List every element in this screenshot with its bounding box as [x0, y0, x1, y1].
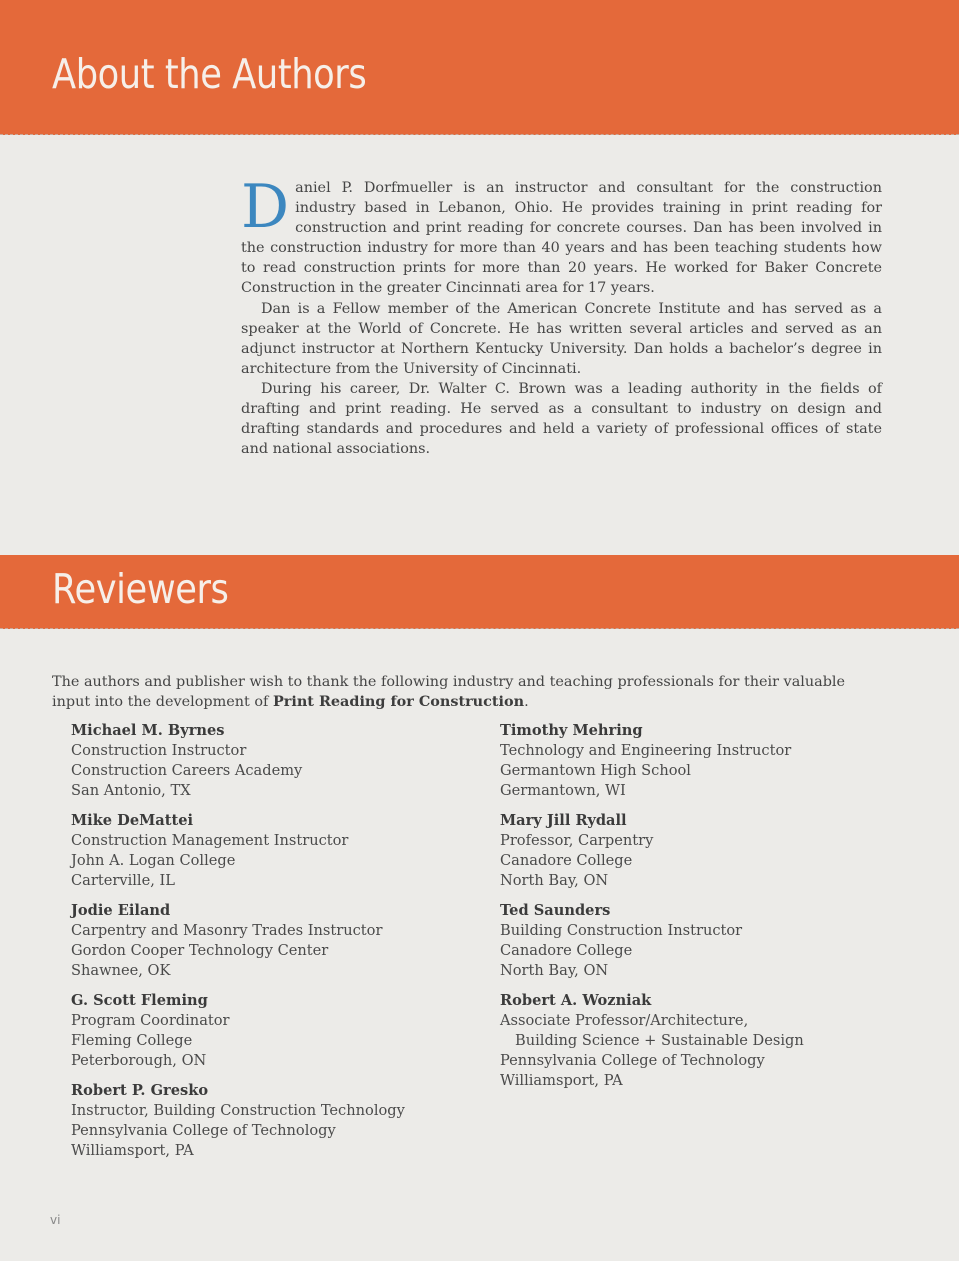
authors-paragraph-2: Dan is a Fellow member of the American Concrete Institute and has served as a speaker at the World of Concrete. He has written several articles and served as an adjunct instructor at Northern Kentucky University. Dan holds a bachelor’s degree in architecture from the University of Cincinnati. — [241, 300, 882, 377]
reviewer-detail: Technology and Engineering Instructor — [500, 742, 792, 759]
reviewer-detail: Shawnee, OK — [71, 962, 171, 979]
reviewer-detail: Canadore College — [500, 852, 633, 869]
reviewer-detail: Pennsylvania College of Technology — [500, 1052, 765, 1069]
reviewer-detail: Carpentry and Masonry Trades Instructor — [71, 922, 383, 939]
reviewer-detail: Williamsport, PA — [71, 1142, 194, 1159]
reviewer-detail: Williamsport, PA — [500, 1072, 623, 1089]
reviewer-detail: Canadore College — [500, 942, 633, 959]
reviewer-detail: Program Coordinator — [71, 1012, 230, 1029]
reviewer-name: Michael M. Byrnes — [71, 722, 225, 739]
drop-cap: D — [241, 172, 290, 242]
reviewer-entry — [500, 811, 920, 891]
reviewers-heading: Reviewers — [52, 565, 229, 613]
reviewer-detail: Professor, Carpentry — [500, 832, 654, 849]
reviewer-detail: John A. Logan College — [71, 852, 236, 869]
reviewer-detail: Building Science + Sustainable Design — [515, 1032, 804, 1049]
reviewer-name: Timothy Mehring — [500, 722, 643, 739]
reviewer-name: G. Scott Fleming — [71, 992, 208, 1009]
reviewer-detail: Pennsylvania College of Technology — [71, 1122, 336, 1139]
reviewer-detail: North Bay, ON — [500, 962, 609, 979]
authors-paragraph-1-text: aniel P. Dorfmueller is an instructor and consultant for the construction industry based in Lebanon, Ohio. He provides training in print reading for construction and print reading for concrete courses. Dan has been involved in the construction industry for more than 40 years and has been teaching students how to read construction prints for more than 20 years. He worked for Baker Concrete Construction in the greater Cincinnati area for 17 years. — [241, 180, 882, 297]
reviewers-left-column — [71, 721, 471, 1171]
reviewers-intro — [52, 672, 882, 712]
reviewer-entry — [71, 721, 471, 801]
reviewers-intro-text: The authors and publisher wish to thank the following industry and teaching professionals for their valuable input into the development of — [52, 674, 846, 710]
authors-banner — [0, 0, 959, 135]
reviewer-detail: Construction Management Instructor — [71, 832, 349, 849]
reviewer-name: Robert A. Wozniak — [500, 992, 652, 1009]
reviewer-detail: Building Construction Instructor — [500, 922, 743, 939]
reviewer-entry — [500, 721, 920, 801]
reviewer-entry — [71, 811, 471, 891]
authors-text — [241, 172, 882, 459]
book-title: Print Reading for Construction — [272, 693, 525, 710]
reviewer-detail: Associate Professor/Architecture, — [500, 1012, 749, 1029]
reviewers-banner — [0, 555, 959, 629]
reviewers-intro-end: . — [524, 694, 529, 710]
reviewer-name: Jodie Eiland — [71, 902, 171, 919]
authors-paragraph-3: During his career, Dr. Walter C. Brown was a leading authority in the fields of drafting and print reading. He served as a consultant to industry on design and drafting standards and procedures and held a variety of professional offices of state and national associations. — [241, 380, 882, 458]
reviewer-detail: Construction Instructor — [71, 742, 247, 759]
authors-paragraph-1 — [241, 172, 882, 299]
reviewer-entry — [500, 901, 920, 981]
authors-heading: About the Authors — [52, 50, 367, 98]
reviewer-name: Ted Saunders — [500, 902, 611, 919]
reviewer-detail: San Antonio, TX — [71, 782, 191, 799]
reviewer-detail: Gordon Cooper Technology Center — [71, 942, 329, 959]
page-number: vi — [50, 1213, 61, 1227]
reviewer-entry — [71, 901, 471, 981]
reviewer-name: Mike DeMattei — [71, 812, 194, 829]
reviewer-detail: Fleming College — [71, 1032, 193, 1049]
reviewer-name: Mary Jill Rydall — [500, 812, 627, 829]
reviewer-entry — [71, 1081, 471, 1161]
reviewer-name: Robert P. Gresko — [71, 1082, 209, 1099]
reviewer-detail: North Bay, ON — [500, 872, 609, 889]
reviewer-detail: Germantown High School — [500, 762, 691, 779]
reviewer-entry — [500, 991, 920, 1091]
reviewer-detail: Carterville, IL — [71, 872, 175, 889]
reviewer-entry — [71, 991, 471, 1071]
reviewer-detail: Construction Careers Academy — [71, 762, 303, 779]
reviewer-detail: Instructor, Building Construction Technology — [71, 1102, 405, 1119]
reviewer-detail: Germantown, WI — [500, 782, 626, 799]
reviewer-detail: Peterborough, ON — [71, 1052, 207, 1069]
reviewers-right-column — [500, 721, 920, 1101]
